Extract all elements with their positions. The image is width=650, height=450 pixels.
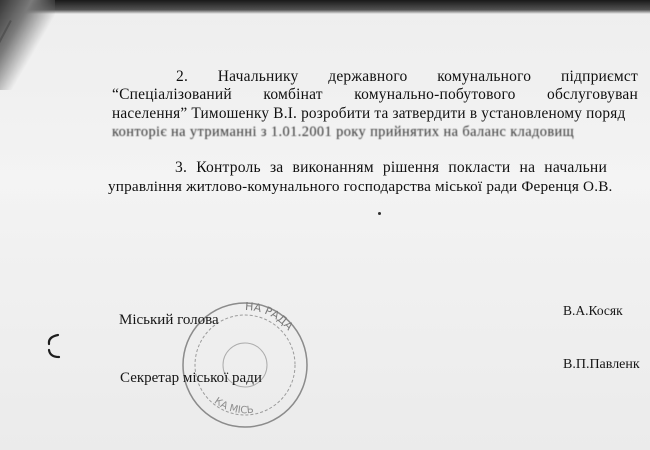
item2-word: комунального	[437, 68, 532, 85]
svg-text:НА РАДА	[245, 300, 296, 333]
item2-word: державного	[328, 68, 408, 85]
item2-word: комбінат	[263, 86, 323, 103]
punch-hole-mark	[44, 332, 68, 360]
seal-text-top: НА РАДА	[244, 299, 296, 333]
item2-line3: населення” Тимошенку В.І. розробити та затвердити в установленому поряд	[112, 105, 626, 122]
secretary-name: В.П.Павленк	[563, 357, 640, 372]
seal-text-bottom: КА МІСЬ	[212, 395, 255, 417]
item3-line2: управління житлово-комунального господарства міської ради Ференця О.В.	[108, 178, 613, 195]
secretary-title: Секретар міської ради	[120, 370, 262, 386]
scan-shadow	[0, 0, 650, 14]
speck	[378, 212, 381, 215]
item2-number: 2.	[176, 68, 189, 85]
mayor-title: Міський голова	[119, 312, 219, 328]
item2-line2	[112, 86, 638, 104]
item2-line1	[176, 68, 638, 86]
item2-word: підприємст	[561, 68, 638, 85]
item2-word: комунально-побутового	[354, 86, 516, 103]
item2-word: “Спеціалізований	[112, 86, 232, 103]
page-corner	[0, 0, 55, 90]
item3-line1: 3. Контроль за виконанням рішення покласти на начальни	[175, 159, 608, 176]
svg-text:КА МІСЬ	[212, 396, 254, 416]
item2-line4: конторіє на утриманні з 1.01.2001 року прийнятих на баланс кладовищ	[112, 124, 575, 140]
item2-word: обслуговуван	[547, 86, 638, 103]
item2-word: Начальнику	[217, 68, 299, 85]
mayor-name: В.А.Косяк	[563, 303, 623, 318]
